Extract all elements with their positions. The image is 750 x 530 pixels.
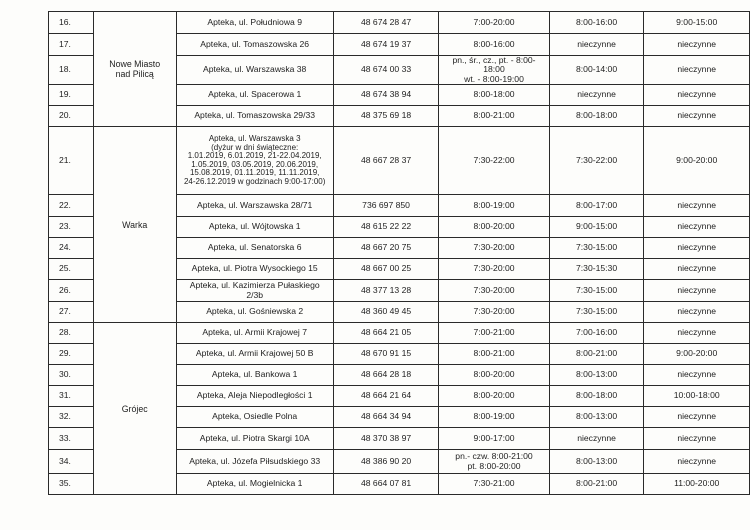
saturday-hours: 8:00-13:00	[549, 407, 644, 428]
pharmacy-name: Apteka, ul. Warszawska 3 (dyżur w dni świąteczne: 1.01.2019, 6.01.2019, 21-22.04.2019, 1.05.2019, 03.05.2019, 20.06.2019, 15.08.2019, 01.11.2019, 11.11.2019, 24-26.12.2019 w godzinach 9:00-17:00)	[176, 127, 333, 195]
sunday-hours: 9:00-20:00	[644, 127, 750, 195]
sunday-hours: 9:00-15:00	[644, 12, 750, 34]
phone-number: 48 674 28 47	[333, 12, 438, 34]
phone-number: 48 664 34 94	[333, 407, 438, 428]
row-number: 27.	[49, 302, 94, 323]
phone-number: 48 615 22 22	[333, 217, 438, 238]
pharmacy-name: Apteka, ul. Tomaszowska 29/33	[176, 106, 333, 127]
sunday-hours: 11:00-20:00	[644, 474, 750, 495]
weekday-hours: 8:00-18:00	[439, 85, 549, 106]
saturday-hours: 8:00-13:00	[549, 365, 644, 386]
sunday-hours: nieczynne	[644, 259, 750, 280]
row-number: 29.	[49, 344, 94, 365]
pharmacy-name: Apteka, ul. Mogielnicka 1	[176, 474, 333, 495]
pharmacy-name: Apteka, ul. Wójtowska 1	[176, 217, 333, 238]
weekday-hours: 7:30-20:00	[439, 302, 549, 323]
saturday-hours: 7:30-22:00	[549, 127, 644, 195]
saturday-hours: 8:00-21:00	[549, 344, 644, 365]
phone-number: 48 667 20 75	[333, 238, 438, 259]
sunday-hours: nieczynne	[644, 238, 750, 259]
weekday-hours: 8:00-21:00	[439, 106, 549, 127]
sunday-hours: nieczynne	[644, 34, 750, 56]
phone-number: 48 674 00 33	[333, 56, 438, 85]
saturday-hours: 8:00-14:00	[549, 56, 644, 85]
table-row	[49, 127, 750, 195]
row-number: 16.	[49, 12, 94, 34]
row-number: 32.	[49, 407, 94, 428]
phone-number: 48 664 21 05	[333, 323, 438, 344]
sunday-hours: nieczynne	[644, 302, 750, 323]
saturday-hours: 8:00-13:00	[549, 450, 644, 474]
saturday-hours: nieczynne	[549, 428, 644, 450]
phone-number: 48 667 28 37	[333, 127, 438, 195]
row-number: 35.	[49, 474, 94, 495]
phone-number: 48 674 19 37	[333, 34, 438, 56]
phone-number: 48 670 91 15	[333, 344, 438, 365]
phone-number: 48 360 49 45	[333, 302, 438, 323]
phone-number: 48 370 38 97	[333, 428, 438, 450]
weekday-hours: pn., śr., cz., pt. - 8:00-18:00 wt. - 8:00-19:00	[439, 56, 549, 85]
pharmacy-table	[48, 11, 750, 495]
sunday-hours: nieczynne	[644, 407, 750, 428]
weekday-hours: 7:30-20:00	[439, 259, 549, 280]
weekday-hours: 8:00-20:00	[439, 217, 549, 238]
row-number: 23.	[49, 217, 94, 238]
saturday-hours: 8:00-21:00	[549, 474, 644, 495]
row-number: 25.	[49, 259, 94, 280]
weekday-hours: 9:00-17:00	[439, 428, 549, 450]
town-name: Grójec	[93, 323, 176, 495]
saturday-hours: 9:00-15:00	[549, 217, 644, 238]
saturday-hours: 8:00-17:00	[549, 195, 644, 217]
row-number: 26.	[49, 280, 94, 302]
row-number: 20.	[49, 106, 94, 127]
saturday-hours: 7:30-15:00	[549, 302, 644, 323]
weekday-hours: 7:30-20:00	[439, 238, 549, 259]
sunday-hours: nieczynne	[644, 450, 750, 474]
weekday-hours: 7:00-20:00	[439, 12, 549, 34]
sunday-hours: nieczynne	[644, 323, 750, 344]
saturday-hours: nieczynne	[549, 34, 644, 56]
table-row	[49, 12, 750, 34]
saturday-hours: 7:30-15:30	[549, 259, 644, 280]
phone-number: 48 674 38 94	[333, 85, 438, 106]
row-number: 34.	[49, 450, 94, 474]
phone-number: 48 377 13 28	[333, 280, 438, 302]
weekday-hours: 8:00-16:00	[439, 34, 549, 56]
pharmacy-name: Apteka, ul. Piotra Skargi 10A	[176, 428, 333, 450]
pharmacy-name: Apteka, Aleja Niepodległości 1	[176, 386, 333, 407]
weekday-hours: 8:00-20:00	[439, 386, 549, 407]
weekday-hours: 8:00-19:00	[439, 407, 549, 428]
saturday-hours: 7:00-16:00	[549, 323, 644, 344]
phone-number: 48 664 28 18	[333, 365, 438, 386]
pharmacy-name: Apteka, ul. Tomaszowska 26	[176, 34, 333, 56]
weekday-hours: 7:30-20:00	[439, 280, 549, 302]
row-number: 28.	[49, 323, 94, 344]
sunday-hours: nieczynne	[644, 280, 750, 302]
pharmacy-name: Apteka, ul. Warszawska 28/71	[176, 195, 333, 217]
weekday-hours: 7:30-21:00	[439, 474, 549, 495]
pharmacy-name: Apteka, ul. Południowa 9	[176, 12, 333, 34]
sunday-hours: nieczynne	[644, 56, 750, 85]
saturday-hours: 7:30-15:00	[549, 238, 644, 259]
sunday-hours: nieczynne	[644, 85, 750, 106]
pharmacy-name: Apteka, ul. Senatorska 6	[176, 238, 333, 259]
table-row	[49, 323, 750, 344]
phone-number: 48 667 00 25	[333, 259, 438, 280]
weekday-hours: 7:30-22:00	[439, 127, 549, 195]
pharmacy-name: Apteka, ul. Warszawska 38	[176, 56, 333, 85]
pharmacy-name: Apteka, ul. Armii Krajowej 50 B	[176, 344, 333, 365]
phone-number: 48 375 69 18	[333, 106, 438, 127]
row-number: 19.	[49, 85, 94, 106]
sunday-hours: nieczynne	[644, 106, 750, 127]
pharmacy-name: Apteka, ul. Armii Krajowej 7	[176, 323, 333, 344]
row-number: 33.	[49, 428, 94, 450]
phone-number: 48 386 90 20	[333, 450, 438, 474]
pharmacy-name: Apteka, ul. Piotra Wysockiego 15	[176, 259, 333, 280]
sunday-hours: nieczynne	[644, 217, 750, 238]
row-number: 17.	[49, 34, 94, 56]
saturday-hours: 7:30-15:00	[549, 280, 644, 302]
town-name: Warka	[93, 127, 176, 323]
row-number: 24.	[49, 238, 94, 259]
pharmacy-name: Apteka, ul. Józefa Piłsudskiego 33	[176, 450, 333, 474]
saturday-hours: 8:00-16:00	[549, 12, 644, 34]
sunday-hours: nieczynne	[644, 428, 750, 450]
weekday-hours: 7:00-21:00	[439, 323, 549, 344]
pharmacy-name: Apteka, ul. Kazimierza Pułaskiego 2/3b	[176, 280, 333, 302]
sunday-hours: nieczynne	[644, 195, 750, 217]
pharmacy-table-body	[49, 12, 750, 495]
phone-number: 736 697 850	[333, 195, 438, 217]
sunday-hours: 10:00-18:00	[644, 386, 750, 407]
row-number: 22.	[49, 195, 94, 217]
saturday-hours: nieczynne	[549, 85, 644, 106]
weekday-hours: 8:00-19:00	[439, 195, 549, 217]
row-number: 30.	[49, 365, 94, 386]
saturday-hours: 8:00-18:00	[549, 386, 644, 407]
pharmacy-name: Apteka, ul. Bankowa 1	[176, 365, 333, 386]
weekday-hours: 8:00-21:00	[439, 344, 549, 365]
pharmacy-name: Apteka, ul. Gośniewska 2	[176, 302, 333, 323]
phone-number: 48 664 07 81	[333, 474, 438, 495]
sunday-hours: nieczynne	[644, 365, 750, 386]
town-name: Nowe Miasto nad Pilicą	[93, 12, 176, 127]
pharmacy-name: Apteka, ul. Spacerowa 1	[176, 85, 333, 106]
phone-number: 48 664 21 64	[333, 386, 438, 407]
row-number: 18.	[49, 56, 94, 85]
row-number: 21.	[49, 127, 94, 195]
row-number: 31.	[49, 386, 94, 407]
weekday-hours: pn.- czw. 8:00-21:00 pt. 8:00-20:00	[439, 450, 549, 474]
saturday-hours: 8:00-18:00	[549, 106, 644, 127]
pharmacy-name: Apteka, Osiedle Polna	[176, 407, 333, 428]
weekday-hours: 8:00-20:00	[439, 365, 549, 386]
sunday-hours: 9:00-20:00	[644, 344, 750, 365]
